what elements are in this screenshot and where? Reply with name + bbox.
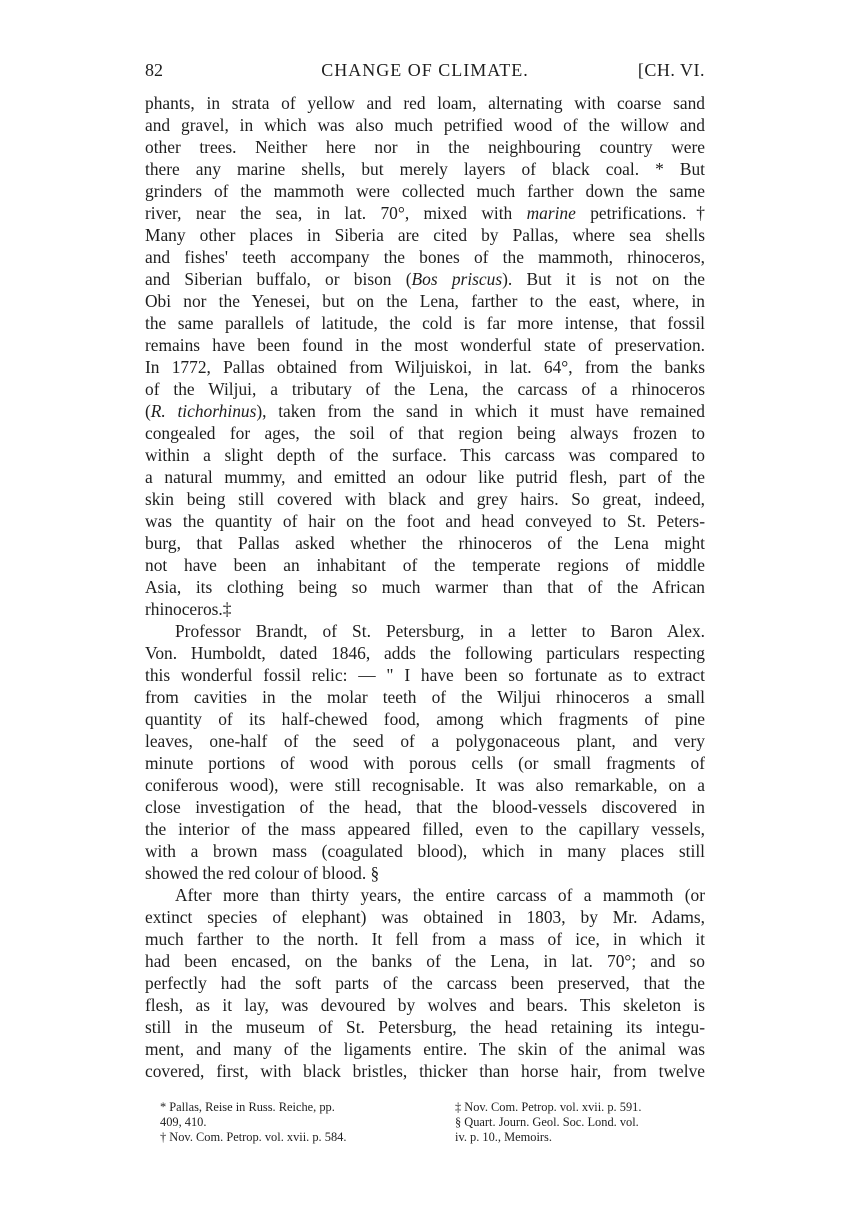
footnote-line: ‡ Nov. Com. Petrop. vol. xvii. p. 591.: [455, 1100, 642, 1114]
italic-term: marine: [526, 203, 576, 223]
text-line: skin being still covered with black and grey hairs. So great, indeed,: [145, 489, 705, 509]
text-line: flesh, as it lay, was devoured by wolves and bears. This skeleton is: [145, 995, 705, 1015]
text-line: minute portions of wood with porous cells (or small fragments of: [145, 753, 705, 773]
text-line: phants, in strata of yellow and red loam, alternating with coarse sand: [145, 93, 705, 113]
body-text: [145, 92, 705, 1082]
text-line: covered, first, with black bristles, thicker than horse hair, from twelve: [145, 1061, 705, 1081]
text-line: with a brown mass (coagulated blood), which in many places still: [145, 841, 705, 861]
text-line: coniferous wood), were still recognisable. It was also remarkable, on a: [145, 775, 705, 795]
text-line: the same parallels of latitude, the cold is far more intense, that fossil: [145, 313, 705, 333]
text-segment: (: [145, 401, 151, 421]
text-line: not have been an inhabitant of the temperate regions of middle: [145, 555, 705, 575]
text-line: there any marine shells, but merely layers of black coal. * But: [145, 159, 705, 179]
text-line: still in the museum of St. Petersburg, the head retaining its integu-: [145, 1017, 705, 1037]
text-line: close investigation of the head, that the blood-vessels discovered in: [145, 797, 705, 817]
text-line: Professor Brandt, of St. Petersburg, in a letter to Baron Alex.: [175, 621, 705, 641]
text-line: a natural mummy, and emitted an odour like putrid flesh, part of the: [145, 467, 705, 487]
footnote-line: § Quart. Journ. Geol. Soc. Lond. vol.: [455, 1115, 639, 1129]
footnotes-left-column: [160, 1100, 450, 1145]
running-header: [145, 60, 705, 86]
text-segment: and Siberian buffalo, or bison (: [145, 269, 412, 289]
text-line: In 1772, Pallas obtained from Wiljuiskoi, in lat. 64°, from the banks: [145, 357, 705, 377]
text-line: rhinoceros.‡: [145, 599, 232, 619]
italic-term: Bos priscus: [411, 269, 503, 289]
text-line: extinct species of elephant) was obtained in 1803, by Mr. Adams,: [145, 907, 705, 927]
text-line: of the Wiljui, a tributary of the Lena, the carcass of a rhinoceros: [145, 379, 705, 399]
text-line: had been encased, on the banks of the Lena, in lat. 70°; and so: [145, 951, 705, 971]
footnote-line: 409, 410.: [160, 1115, 207, 1129]
italic-term: R. tichorhinus: [150, 401, 257, 421]
text-line: perfectly had the soft parts of the carcass been preserved, that the: [145, 973, 705, 993]
page-number: 82: [145, 60, 163, 80]
text-line: Asia, its clothing being so much warmer than that of the African: [145, 577, 705, 597]
text-segment: petrifications.†: [575, 203, 705, 223]
footnote-line: iv. p. 10., Memoirs.: [455, 1130, 552, 1144]
text-line: within a slight depth of the surface. This carcass was compared to: [145, 445, 705, 465]
text-line: Obi nor the Yenesei, but on the Lena, farther to the east, where, in: [145, 291, 705, 311]
text-line: [145, 202, 705, 224]
text-segment: ). But it is not on the: [502, 269, 705, 289]
text-line: and gravel, in which was also much petrified wood of the willow and: [145, 115, 705, 135]
text-line: burg, that Pallas asked whether the rhinoceros of the Lena might: [145, 533, 705, 553]
text-line: remains have been found in the most wonderful state of preservation.: [145, 335, 705, 355]
text-line: much farther to the north. It fell from a mass of ice, in which it: [145, 929, 705, 949]
text-segment: ), taken from the sand in which it must have remained: [256, 401, 705, 421]
text-line: and fishes' teeth accompany the bones of the mammoth, rhinoceros,: [145, 247, 705, 267]
text-line: ment, and many of the ligaments entire. The skin of the animal was: [145, 1039, 705, 1059]
text-line: congealed for ages, the soil of that region being always frozen to: [145, 423, 705, 443]
text-line: from cavities in the molar teeth of the Wiljui rhinoceros a small: [145, 687, 705, 707]
text-line: Many other places in Siberia are cited by Pallas, where sea shells: [145, 225, 705, 245]
footnote-line: * Pallas, Reise in Russ. Reiche, pp.: [160, 1100, 335, 1114]
text-line: this wonderful fossil relic: — " I have been so fortunate as to extract: [145, 665, 705, 685]
text-line: was the quantity of hair on the foot and head conveyed to St. Peters-: [145, 511, 705, 531]
chapter-label: [CH. VI.: [637, 60, 705, 80]
text-line: leaves, one-half of the seed of a polygonaceous plant, and very: [145, 731, 705, 751]
text-line: quantity of its half-chewed food, among which fragments of pine: [145, 709, 705, 729]
text-line: After more than thirty years, the entire carcass of a mammoth (or: [175, 885, 705, 905]
text-line: Von. Humboldt, dated 1846, adds the following particulars respecting: [145, 643, 705, 663]
text-line: grinders of the mammoth were collected much farther down the same: [145, 181, 705, 201]
text-line: [145, 268, 705, 290]
text-line: the interior of the mass appeared filled, even to the capillary vessels,: [145, 819, 705, 839]
footnotes-right-column: [455, 1100, 725, 1145]
footnote-line: † Nov. Com. Petrop. vol. xvii. p. 584.: [160, 1130, 347, 1144]
text-line: [145, 400, 705, 422]
text-line: showed the red colour of blood. §: [145, 863, 380, 883]
text-line: other trees. Neither here nor in the neighbouring country were: [145, 137, 705, 157]
text-segment: river, near the sea, in lat. 70°, mixed with: [145, 203, 527, 223]
running-title: CHANGE OF CLIMATE.: [321, 60, 529, 80]
